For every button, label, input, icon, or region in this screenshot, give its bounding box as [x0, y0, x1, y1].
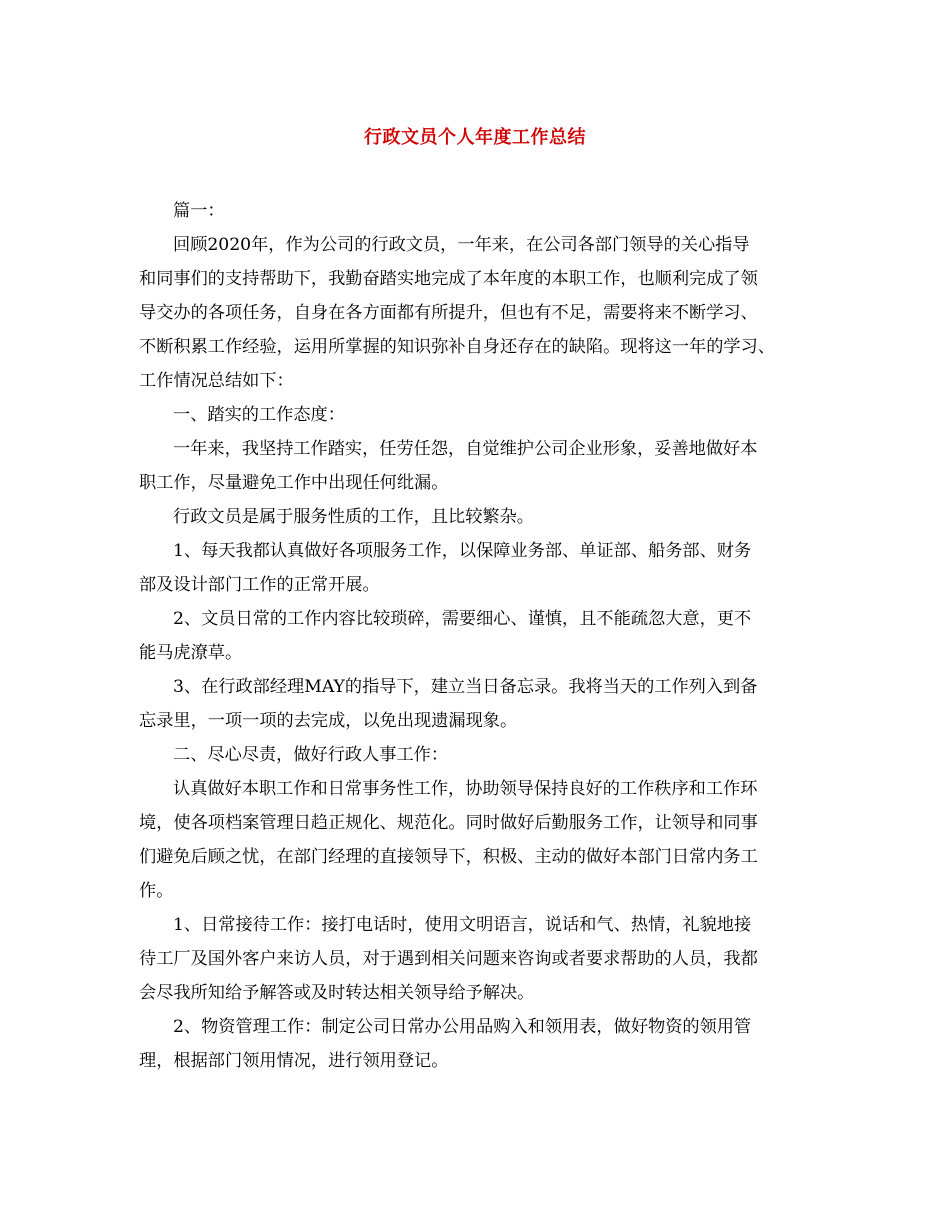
- text-line: 部及设计部门工作的正常开展。: [139, 575, 380, 595]
- text-line: 一、踏实的工作态度：: [173, 405, 345, 425]
- text-line: 不断积累工作经验，运用所掌握的知识弥补自身还存在的缺陷。现将这一年的学习、: [139, 337, 775, 357]
- text-line: 2、文员日常的工作内容比较琐碎，需要细心、谨慎，且不能疏忽大意，更不: [173, 609, 752, 629]
- text-line: 回顾2020年，作为公司的行政文员，一年来，在公司各部门领导的关心指导: [173, 235, 750, 255]
- text-line: 理，根据部门领用情况，进行领用登记。: [139, 1051, 449, 1071]
- text-line: 认真做好本职工作和日常事务性工作，协助领导保持良好的工作秩序和工作环: [173, 779, 758, 799]
- text-line: 二、尽心尽责，做好行政人事工作：: [173, 745, 449, 765]
- text-line: 能马虎潦草。: [139, 643, 243, 663]
- document-body: [139, 194, 811, 1078]
- text-line: 2、物资管理工作：制定公司日常办公用品购入和领用表，做好物资的领用管: [173, 1017, 752, 1037]
- text-line: 们避免后顾之忧，在部门经理的直接领导下，积极、主动的做好本部门日常内务工: [139, 847, 758, 867]
- text-line: 行政文员是属于服务性质的工作，且比较繁杂。: [173, 507, 534, 527]
- text-line: 一年来，我坚持工作踏实，任劳任怨，自觉维护公司企业形象，妥善地做好本: [173, 439, 758, 459]
- text-line: 工作情况总结如下：: [139, 371, 294, 391]
- text-line: 1、日常接待工作：接打电话时，使用文明语言，说话和气、热情，礼貌地接: [173, 915, 752, 935]
- text-line: 忘录里，一项一项的去完成，以免出现遗漏现象。: [139, 711, 518, 731]
- text-line: 会尽我所知给予解答或及时转达相关领导给予解决。: [139, 983, 535, 1003]
- text-line: 和同事们的支持帮助下，我勤奋踏实地完成了本年度的本职工作，也顺利完成了领: [139, 269, 758, 289]
- text-line: 3、在行政部经理MAY的指导下，建立当日备忘录。我将当天的工作列入到备: [173, 677, 758, 697]
- text-line: 篇一：: [173, 201, 225, 221]
- text-line: 作。: [139, 881, 174, 901]
- text-line: 1、每天我都认真做好各项服务工作，以保障业务部、单证部、船务部、财务: [173, 541, 752, 561]
- document-title: 行政文员个人年度工作总结: [364, 127, 586, 148]
- text-line: 导交办的各项任务，自身在各方面都有所提升，但也有不足，需要将来不断学习、: [139, 303, 758, 323]
- text-line: 待工厂及国外客户来访人员，对于遇到相关问题来咨询或者要求帮助的人员，我都: [139, 949, 758, 969]
- text-line: 境，使各项档案管理日趋正规化、规范化。同时做好后勤服务工作，让领导和同事: [139, 813, 758, 833]
- text-line: 职工作，尽量避免工作中出现任何纰漏。: [139, 473, 449, 493]
